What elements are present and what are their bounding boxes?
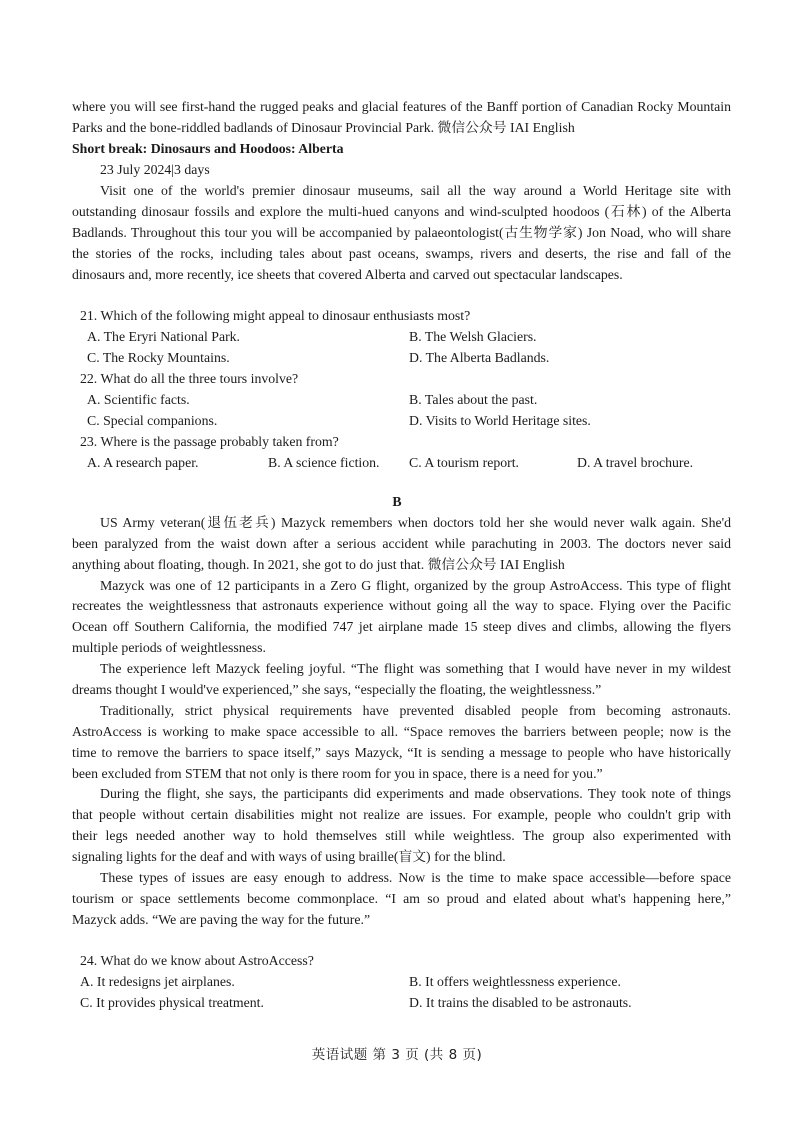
tour-description-line: Visit one of the world's premier dinosaur museums, sail all the way around a World Heritage site with [100,183,731,198]
answer-option-d: D. It trains the disabled to be astronauts. [409,995,632,1010]
question-stem: 21. Which of the following might appeal to dinosaur enthusiasts most? [80,308,471,323]
paragraph-line: AstroAccess is working to make space accessible to all. “Space removes the barriers between people; now is the [72,723,731,739]
answer-option-b: B. It offers weightlessness experience. [409,974,621,989]
paragraph-line: recreates the weightlessness that astronauts experience without going all the way to space. Flying over the Pacific [72,598,731,614]
tour-description-line: dinosaurs and, more recently, ice sheets that covered Alberta and carved out spectacular landscapes. [72,267,623,282]
question-row [72,950,731,971]
option-row [72,347,731,368]
passage-line: Parks and the bone-riddled badlands of Dinosaur Provincial Park. 微信公众号 IAI English [72,120,575,135]
question-22 [72,368,731,389]
answer-option-a: A. The Eryri National Park. [87,329,241,344]
paragraph-line: dreams thought I would've experienced,” she says, “especially the floating, the weightlessness.” [72,682,602,698]
question-23 [72,431,731,452]
paragraph-line: signaling lights for the deaf and with ways of using braille(盲文) for the blind. [72,849,506,865]
questions-section-a [72,305,731,473]
option-row [72,410,731,431]
question-stem: 24. What do we know about AstroAccess? [80,953,314,968]
tour-title: Short break: Dinosaurs and Hoodoos: Alberta [72,141,344,156]
paragraph-line: During the flight, she says, the participants did experiments and made observations. They took note of things [100,786,731,802]
tour-date: 23 July 2024|3 days [100,162,210,177]
answer-option-b: B. The Welsh Glaciers. [409,329,537,344]
passage-line: where you will see first-hand the rugged peaks and glacial features of the Banff portion of Canadian Rocky Mountain [72,99,731,114]
answer-option-c: C. The Rocky Mountains. [87,350,230,365]
paragraph-line: Traditionally, strict physical requirements have prevented disabled people from becoming astronauts. [100,702,731,718]
answer-option-a: A. Scientific facts. [87,392,190,407]
paragraph-line: been paralyzed from the waist down after a serious accident while parachuting in 2003. The doctors never said [72,535,731,551]
paragraph-line: The experience left Mazyck feeling joyful. “The flight was something that I would have never in my wildest [100,661,731,677]
paragraph-line: multiple periods of weightlessness. [72,640,266,656]
option-row [72,326,731,347]
answer-option-b: B. A science fiction. [268,455,380,470]
paragraph-line: their legs needed another way to hold themselves still while weightless. The group also experimented with [72,828,731,844]
paragraph-line: US Army veteran(退伍老兵) Mazyck remembers when doctors told her she would never walk again. She'd [100,514,731,530]
paragraph-line: Mazyck was one of 12 participants in a Zero G flight, organized by the group AstroAccess. This type of flight [100,577,731,593]
paragraph-line: tourism or space settlements become commonplace. “I am so proud and elated about what's happening here,” [72,890,731,906]
answer-option-d: D. A travel brochure. [577,455,694,470]
option-row [72,389,731,410]
tour-description-line: outstanding dinosaur fossils and explore the multi-hued canyons and wind-sculpted hoodoos (石林) of the Alberta [72,204,731,219]
tour-description-line: Badlands. Throughout this tour you will be accompanied by palaeontologist(古生物学家) Jon Noad, who will share [72,225,731,240]
question-stem: 22. What do all the three tours involve? [80,371,299,386]
option-row [72,992,731,1013]
answer-option-d: D. The Alberta Badlands. [409,350,550,365]
section-b [72,492,731,931]
answer-option-c: C. A tourism report. [409,455,519,470]
section-heading: B [392,494,402,509]
paragraph-line: been excluded from STEM that not only is there room for you in space, there is a need for you.” [72,765,603,781]
answer-option-a: A. A research paper. [87,455,199,470]
option-row [72,971,731,992]
paragraph-line: These types of issues are easy enough to address. Now is the time to make space accessible—before space [100,870,731,886]
question-stem: 23. Where is the passage probably taken from? [80,434,339,449]
paragraph-line: anything about floating, though. In 2021, she got to do just that. 微信公众号 IAI English [72,556,565,572]
question-24 [72,950,731,1013]
tour-description-line: the stories of the rocks, including tales about past oceans, swamps, rivers and deserts, the rise and fall of the [72,246,731,261]
passage-a-continuation [72,96,731,285]
paragraph-line: time to remove the barriers to space itself,” says Mazyck, “It is sending a message to people who have historically [72,744,731,760]
answer-option-b: B. Tales about the past. [409,392,538,407]
answer-option-c: C. Special companions. [87,413,218,428]
paragraph-line: Ocean off Southern California, the modified 747 jet airplane made 15 steep dives and climbs, allowing the flyers [72,619,731,635]
answer-option-d: D. Visits to World Heritage sites. [409,413,591,428]
answer-option-a: A. It redesigns jet airplanes. [80,974,235,989]
answer-option-c: C. It provides physical treatment. [80,995,264,1010]
question-21 [72,305,731,326]
option-row [72,452,731,473]
page-footer: 英语试题 第 3 页 (共 8 页) [311,1047,483,1063]
paragraph-line: that people without certain disabilities might not realize are issues. For example, people who couldn't grip with [72,807,731,823]
paragraph-line: Mazyck adds. “We are paving the way for the future.” [72,911,371,927]
